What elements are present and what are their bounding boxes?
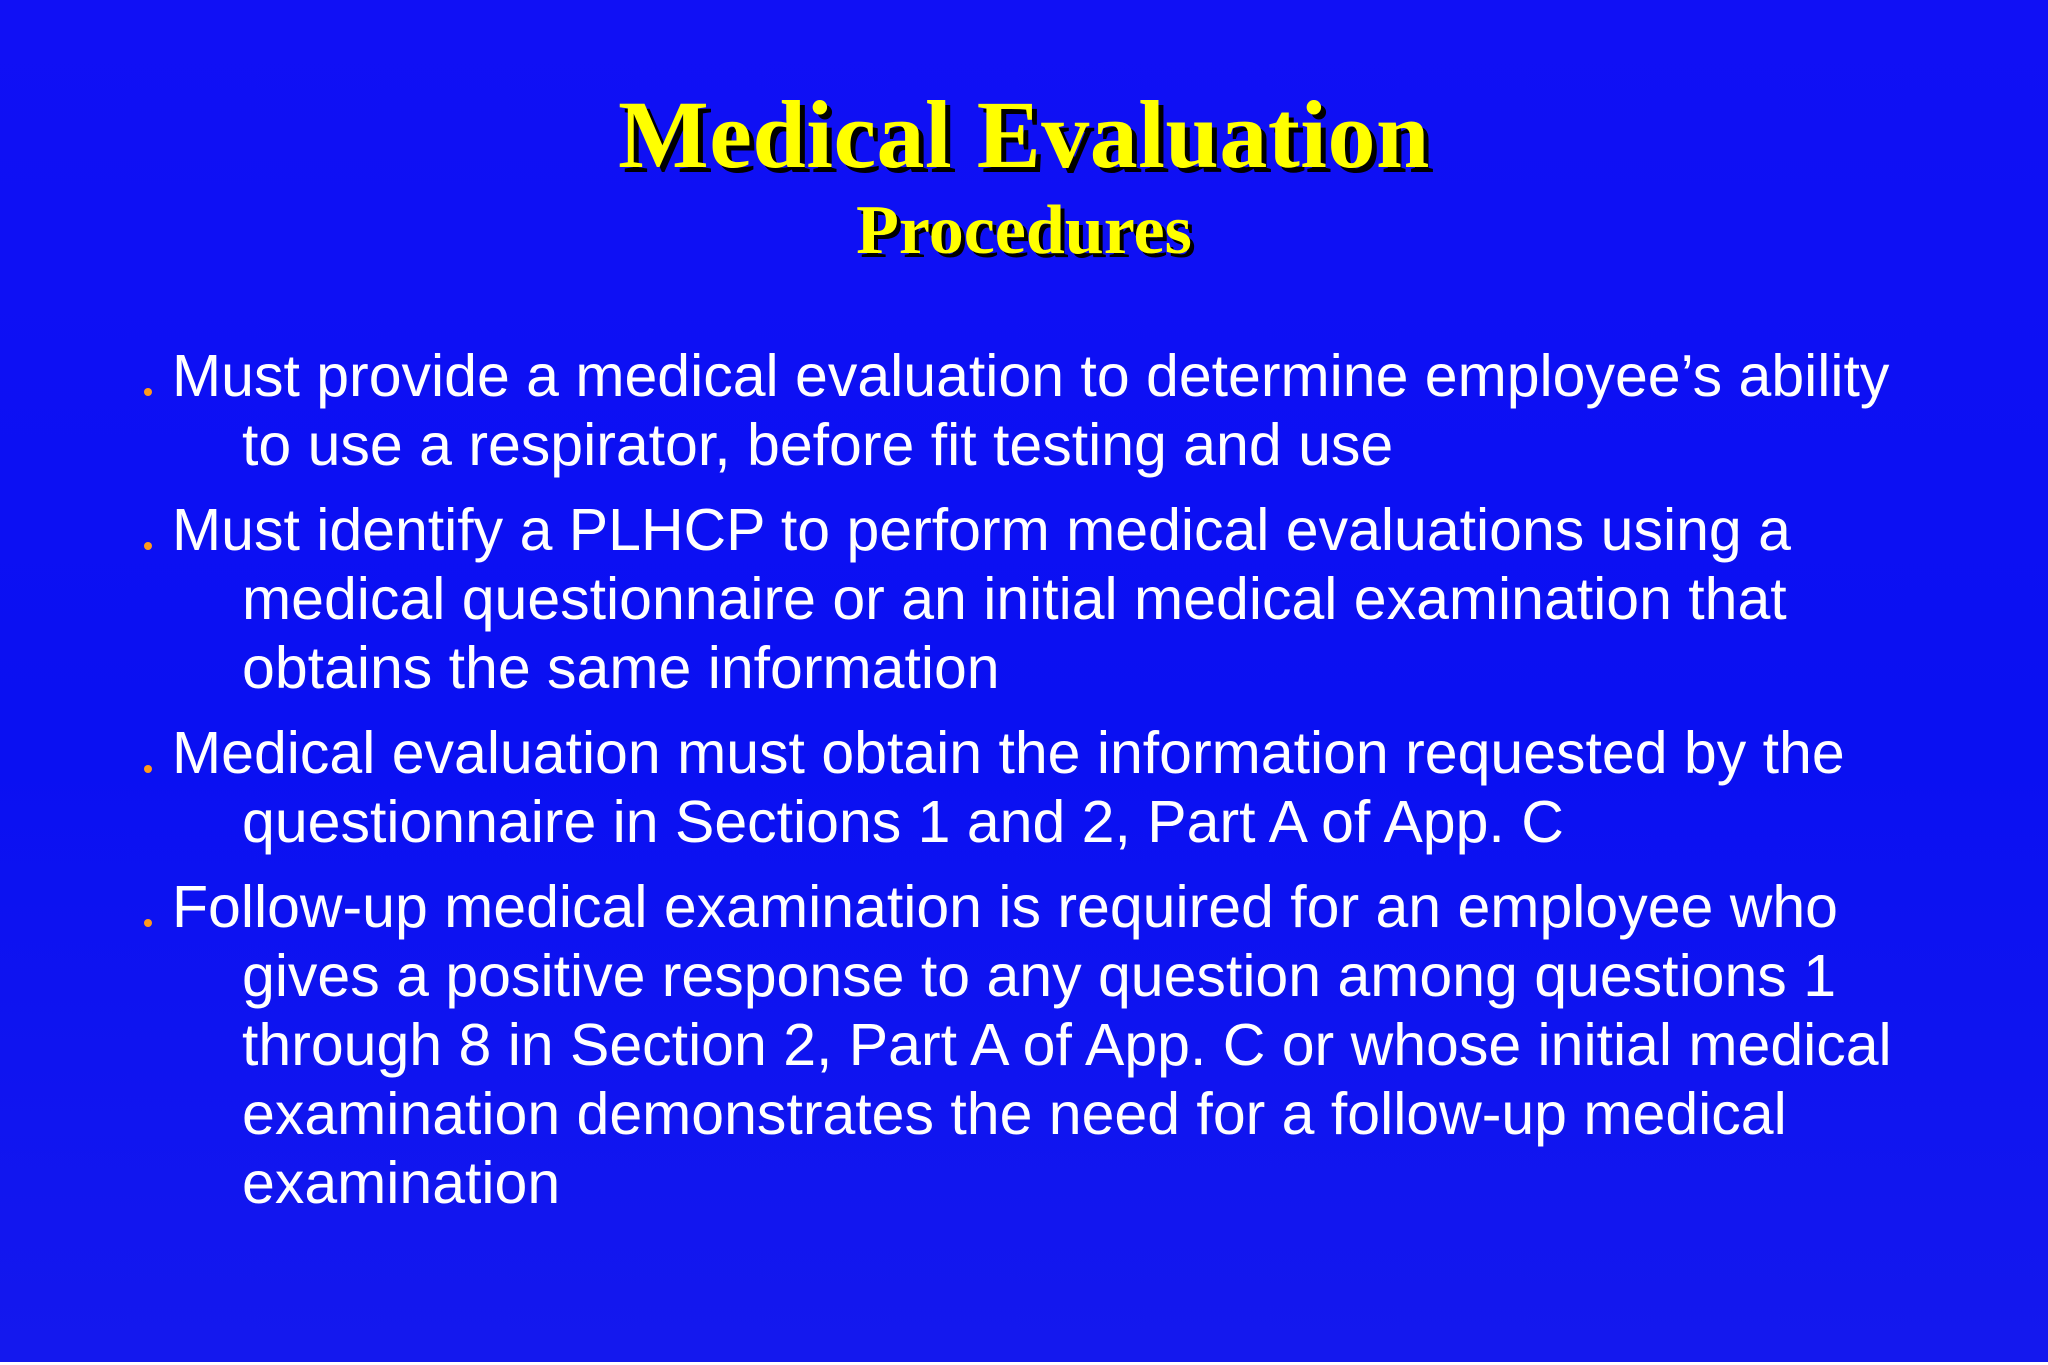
- bullet-item: [0, 496, 2048, 703]
- bullet-list: [0, 342, 2048, 1234]
- bullet-dot-icon: [144, 388, 152, 396]
- slide-subtitle: Procedures: [856, 192, 1192, 269]
- slide-title: Medical Evaluation: [618, 81, 1430, 188]
- bullet-item: [0, 342, 2048, 480]
- bullet-text: Must identify a PLHCP to perform medical evaluations using a medical questionnaire or an initial medical examination that obtains the same information: [172, 497, 1791, 701]
- bullet-text: Follow-up medical examination is required for an employee who gives a positive response to any question among questions 1 through 8 in Section 2, Part A of App. C or whose initial medical examination demonstrates the need for a follow-up medical examination: [172, 874, 1892, 1216]
- bullet-item: [0, 873, 2048, 1218]
- bullet-item: [0, 719, 2048, 857]
- bullet-dot-icon: [144, 765, 152, 773]
- bullet-dot-icon: [144, 542, 152, 550]
- bullet-text: Must provide a medical evaluation to determine employee’s ability to use a respirator, before fit testing and use: [172, 343, 1890, 478]
- bullet-text: Medical evaluation must obtain the information requested by the questionnaire in Sections 1 and 2, Part A of App. C: [172, 720, 1845, 855]
- bullet-dot-icon: [144, 919, 152, 927]
